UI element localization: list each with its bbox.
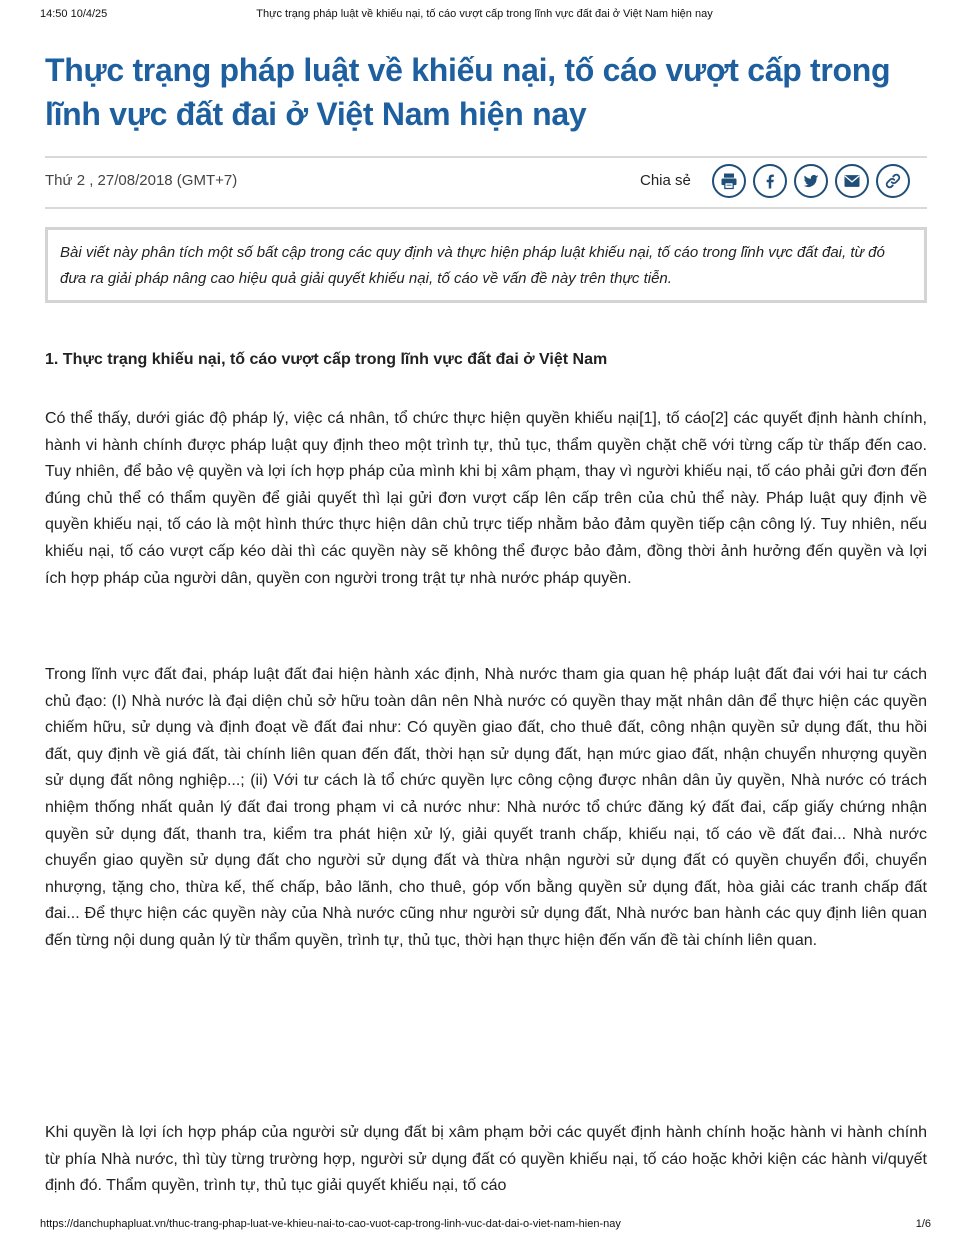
article-title: Thực trạng pháp luật về khiếu nại, tố cáo vượt cấp trong lĩnh vực đất đai ở Việt Nam hiện nay — [45, 52, 891, 132]
section-heading: 1. Thực trạng khiếu nại, tố cáo vượt cấp trong lĩnh vực đất đai ở Việt Nam — [45, 351, 608, 368]
print-button[interactable] — [712, 164, 746, 198]
copy-link-button[interactable] — [876, 164, 910, 198]
print-footer — [0, 1218, 969, 1234]
print-header — [0, 8, 969, 24]
facebook-icon — [760, 171, 780, 191]
article-date: Thứ 2 , 27/08/2018 (GMT+7) — [45, 172, 238, 189]
body-paragraph-2: Trong lĩnh vực đất đai, pháp luật đất đai hiện hành xác định, Nhà nước tham gia quan hệ pháp luật đất đai với hai tư cách chủ đạo: (I) Nhà nước là đại diện chủ sở hữu toàn dân nên Nhà nước có quyền thay mặt nhân dân để thực hiện các quyền chiếm hữu, sử dụng và định đoạt về đất đai như: Có quyền giao đất, cho thuê đất, công nhận quyền sử dụng đất, thu hồi đất, quy định về giá đất, tài chính liên quan đến đất, thời hạn sử dụng đất, hạn mức giao đất, nhận chuyển nhượng quyền sử dụng đất nông nghiệp...; (ii) Với tư cách là tổ chức quyền lực công cộng được nhân dân ủy quyền, Nhà nước có trách nhiệm thống nhất quản lý đất đai trong phạm vi cả nước như: Nhà nước tổ chức đăng ký đất đai, cấp giấy chứng nhận quyền sử dụng đất, thanh tra, kiểm tra phát hiện xử lý, giải quyết tranh chấp, khiếu nại, tố cáo về đất đai... Nhà nước chuyển giao quyền sử dụng đất cho người sử dụng đất và thừa nhận người sử dụng đất có quyền chuyển đổi, chuyển nhượng, tặng cho, thừa kế, thế chấp, bảo lãnh, cho thuê, góp vốn bằng quyền sử dụng đất, hòa giải các tranh chấp đất đai... Để thực hiện các quyền này của Nhà nước cũng như người sử dụng đất, Nhà nước ban hành các quy định liên quan đến từng nội dung quản lý từ thẩm quyền, trình tự, thủ tục, thời hạn thực hiện đến vấn đề tài chính liên quan. — [45, 666, 927, 949]
page-url: https://danchuphapluat.vn/thuc-trang-phap-luat-ve-khieu-nai-to-cao-vuot-cap-trong-linh-vuc-dat-dai-o-viet-nam-hien-nay — [40, 1218, 621, 1230]
print-page-title: Thực trạng pháp luật về khiếu nại, tố cáo vượt cấp trong lĩnh vực đất đai ở Việt Nam hiện nay — [256, 8, 713, 20]
page-number: 1/6 — [915, 1218, 931, 1230]
twitter-icon — [801, 171, 821, 191]
title-divider — [45, 156, 927, 158]
facebook-share-button[interactable] — [753, 164, 787, 198]
twitter-share-button[interactable] — [794, 164, 828, 198]
meta-divider — [45, 207, 927, 209]
share-toolbar — [712, 164, 910, 200]
email-icon — [842, 171, 862, 191]
share-label: Chia sẻ — [640, 172, 691, 189]
print-icon — [719, 171, 739, 191]
email-share-button[interactable] — [835, 164, 869, 198]
article-summary: Bài viết này phân tích một số bất cập trong các quy định và thực hiện pháp luật khiếu nại, tố cáo trong lĩnh vực đất đai, từ đó đưa ra giải pháp nâng cao hiệu quả giải quyết khiếu nại, tố cáo về vấn đề này trên thực tiễn. — [45, 227, 927, 303]
body-paragraph-3: Khi quyền là lợi ích hợp pháp của người sử dụng đất bị xâm phạm bởi các quyết định hành chính hoặc hành vi hành chính từ phía Nhà nước, thì tùy từng trường hợp, người sử dụng đất có quyền khiếu nại, tố cáo hoặc khởi kiện các hành vi/quyết định đó. Thẩm quyền, trình tự, thủ tục giải quyết khiếu nại, tố cáo — [45, 1124, 927, 1195]
body-paragraph-1: Có thể thấy, dưới giác độ pháp lý, việc cá nhân, tổ chức thực hiện quyền khiếu nại[1], tố cáo[2] các quyết định hành chính, hành vi hành chính được pháp luật quy định theo một trình tự, thủ tục, thẩm quyền chặt chẽ với từng cấp từ thấp đến cao. Tuy nhiên, để bảo vệ quyền và lợi ích hợp pháp của mình khi bị xâm phạm, thay vì người khiếu nại, tố cáo phải gửi đơn đến đúng chủ thể có thẩm quyền để giải quyết thì lại gửi đơn vượt cấp lên cấp trên của chủ thể này. Pháp luật quy định về quyền khiếu nại, tố cáo là một hình thức thực hiện dân chủ trực tiếp nhằm bảo đảm quyền tiếp cận công lý. Tuy nhiên, nếu khiếu nại, tố cáo vượt cấp kéo dài thì các quyền này sẽ không thể được bảo đảm, đồng thời ảnh hưởng đến quyền và lợi ích hợp pháp của người dân, quyền con người trong trật tự nhà nước pháp quyền. — [45, 410, 927, 587]
link-icon — [883, 171, 903, 191]
print-timestamp: 14:50 10/4/25 — [40, 8, 108, 20]
